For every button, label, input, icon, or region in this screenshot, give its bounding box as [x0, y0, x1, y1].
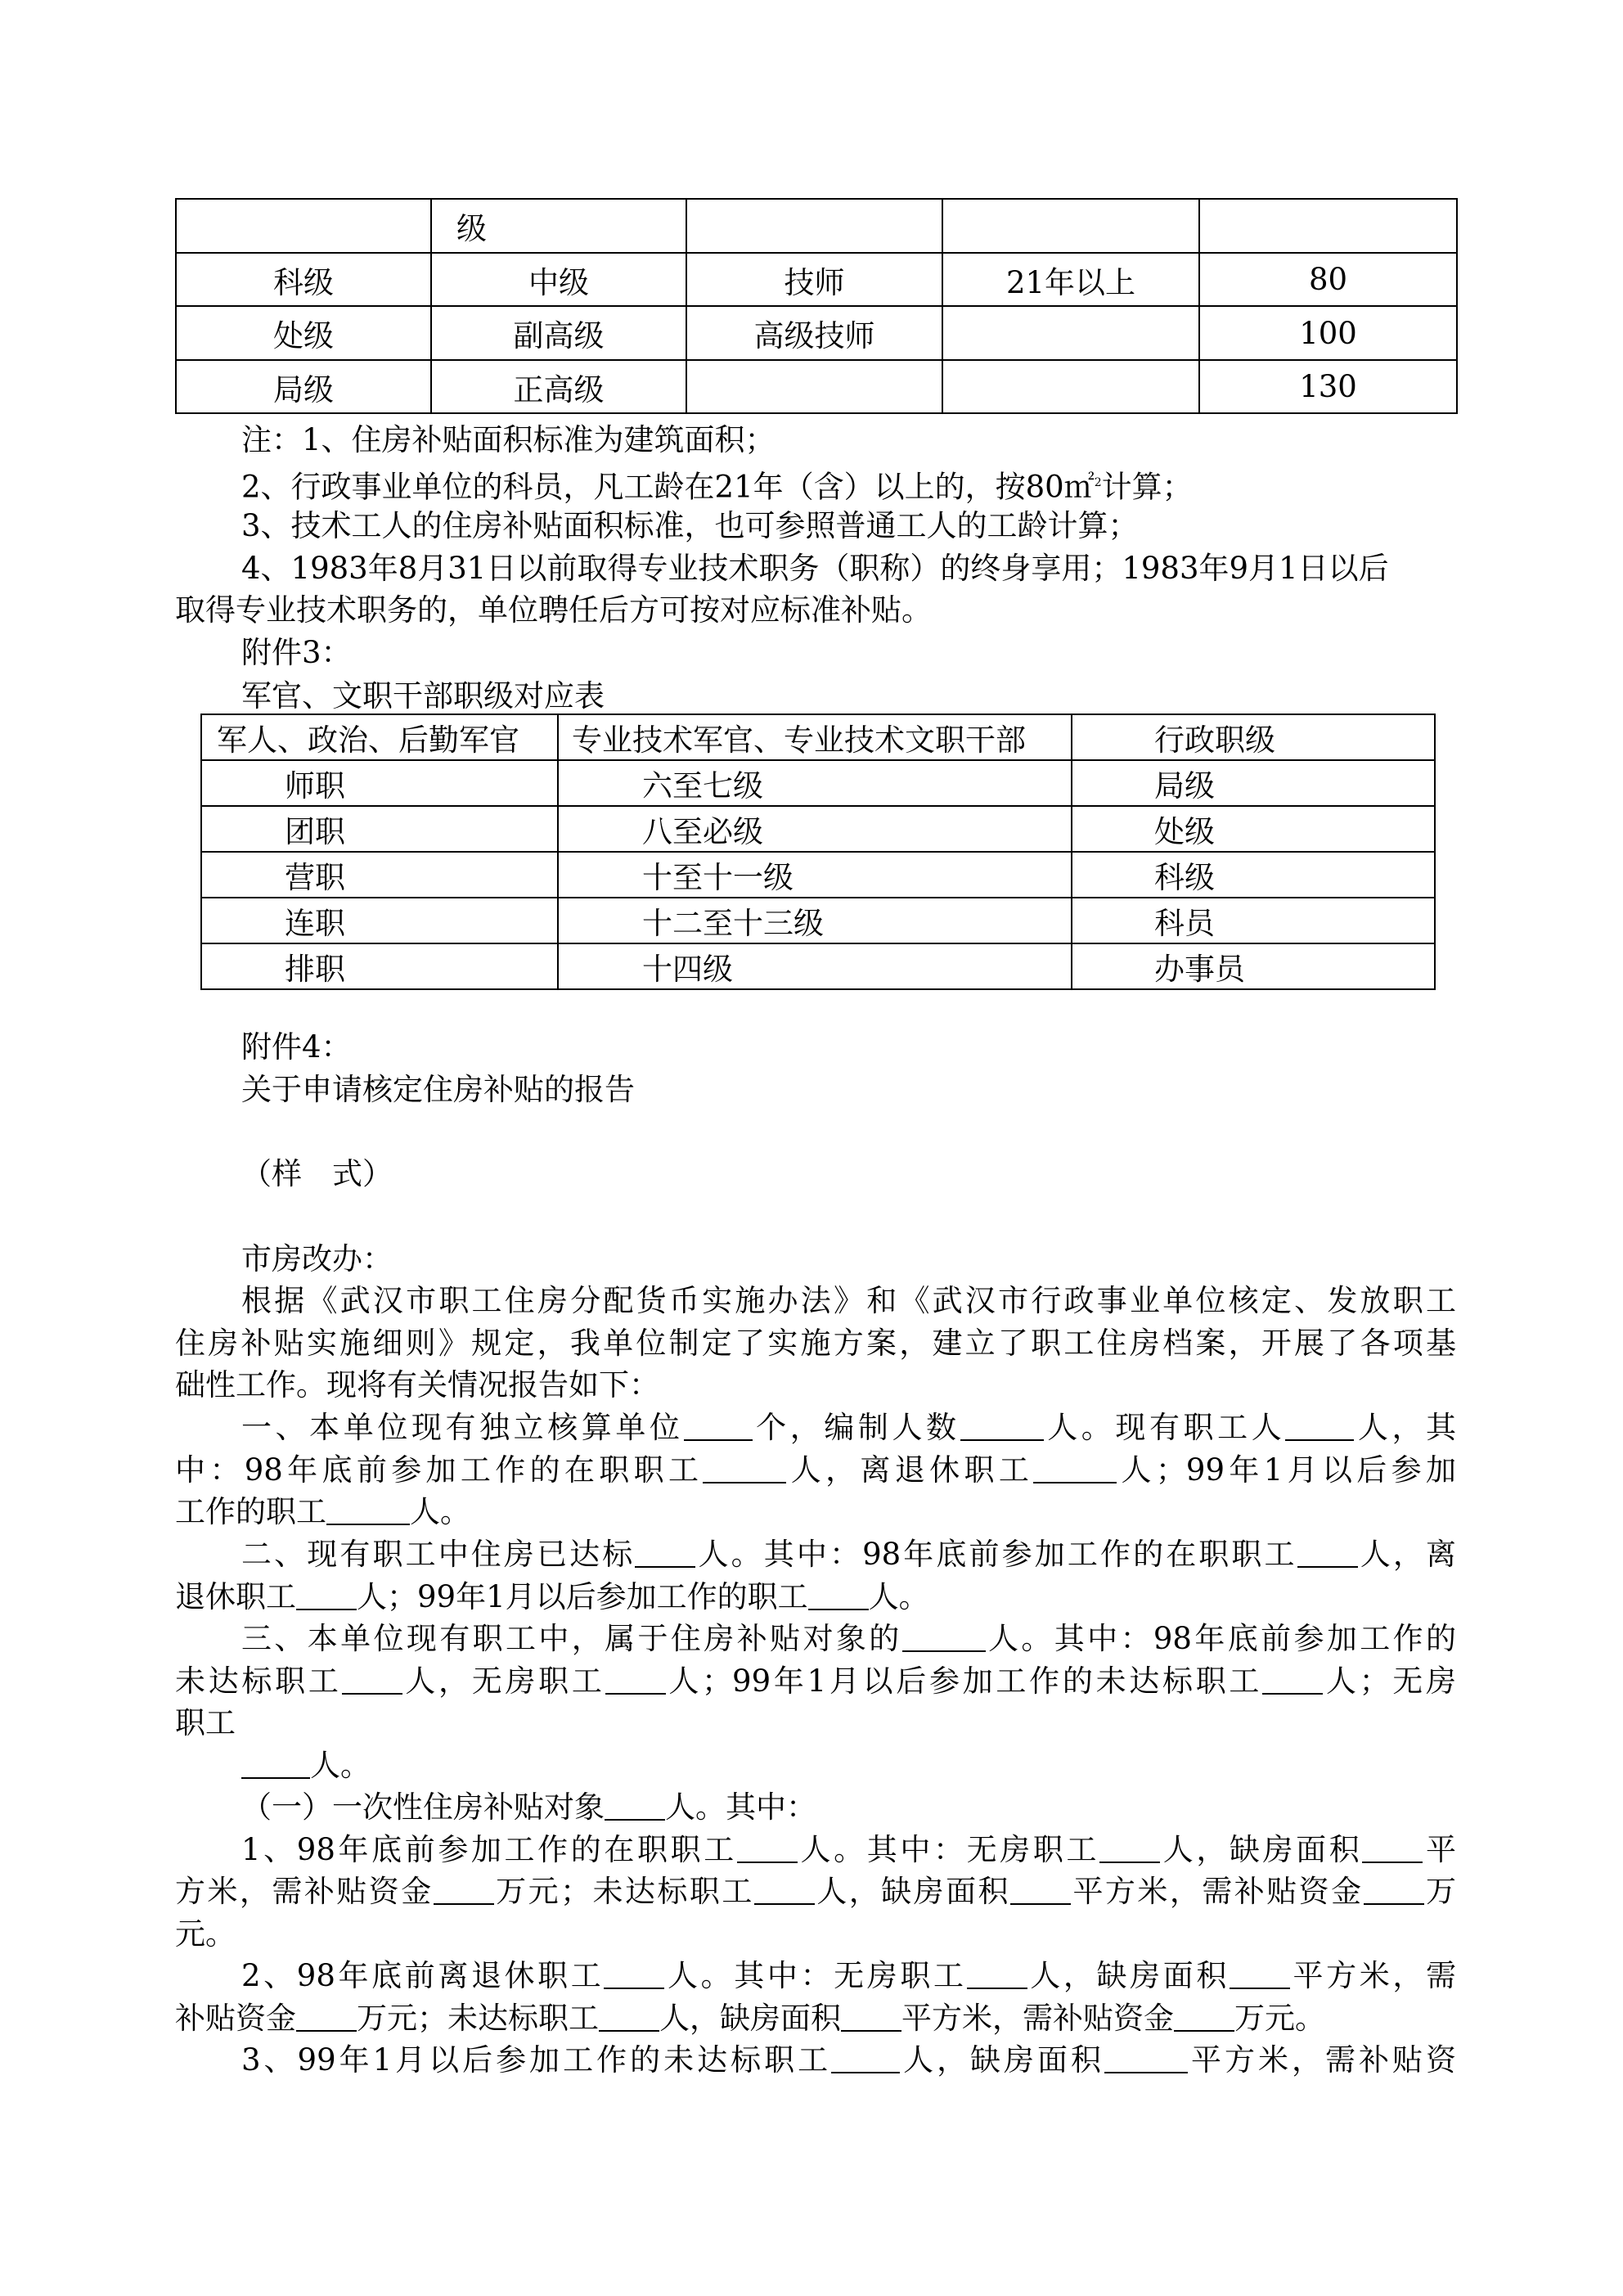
note-4-line-1: 4、1983年8月31日以前取得专业技术职务（职称）的终身享用；1983年9月1日以后: [241, 551, 1389, 586]
table-cell: 十二至十三级: [558, 898, 1072, 943]
section-1-line-3: 工作的职工 人。: [175, 1494, 470, 1529]
item-3-line-1: 3、99年1月以后参加工作的未达标职工 人，缺房面积 平方米，需补贴资: [241, 2042, 1457, 2078]
attachment-3-label: 附件3：: [241, 635, 352, 670]
item-1-line-3: 元。: [175, 1916, 236, 1952]
table-header-cell: 专业技术军官、专业技术文职干部: [558, 714, 1072, 760]
table-row: [176, 253, 1457, 306]
table-cell: [942, 199, 1199, 253]
table-cell: 办事员: [1072, 943, 1435, 989]
attachment-3-title: 军官、文职干部职级对应表: [241, 678, 605, 714]
item-1-line-2: 方米，需补贴资金 万元；未达标职工 人，缺房面积 平方米，需补贴资金 万: [175, 1874, 1457, 1909]
item-2-line-2: 补贴资金 万元；未达标职工 人，缺房面积 平方米，需补贴资金 万元。: [175, 2001, 1325, 2036]
table-row: [176, 199, 1457, 253]
note-2: 2、行政事业单位的科员，凡工龄在21年（含）以上的，按80㎡$^2$计算；: [241, 469, 1193, 505]
table-cell: 局级: [1072, 760, 1435, 806]
attachment-4-title: 关于申请核定住房补贴的报告: [241, 1072, 635, 1107]
table-cell: [1199, 199, 1457, 253]
table-header-row: [201, 714, 1435, 760]
section-1-line-2: 中：98年底前参加工作的在职职工 人，离退休职工 人；99年1月以后参加: [175, 1452, 1456, 1488]
military-civil-rank-table: [200, 714, 1436, 990]
item-1-line-1: 1、98年底前参加工作的在职职工 人。其中：无房职工 人，缺房面积 平: [241, 1832, 1457, 1867]
section-3-line-4: 人。: [241, 1745, 1522, 1787]
section-3-line-2: 未达标职工 人，无房职工 人；99年1月以后参加工作的未达标职工 人；无房: [175, 1663, 1457, 1699]
section-3-line-1: 三、本单位现有职工中，属于住房补贴对象的 人。其中：98年底前参加工作的: [241, 1621, 1456, 1656]
note-1: 注：1、住房补贴面积标准为建筑面积；: [241, 422, 776, 457]
intro-line-2: 住房补贴实施细则》规定，我单位制定了实施方案，建立了职工住房档案，开展了各项基: [175, 1326, 1456, 1361]
table-cell: 正高级: [431, 360, 686, 413]
table-row: [201, 806, 1435, 852]
section-2-line-2: 退休职工 人；99年1月以后参加工作的职工 人。: [175, 1579, 929, 1614]
table-cell: 100: [1199, 306, 1457, 360]
note-4-line-2: 取得专业技术职务的，单位聘任后方可按对应标准补贴。: [175, 592, 932, 628]
addressee: 市房改办：: [241, 1241, 393, 1276]
table-cell: 八至必级: [558, 806, 1072, 852]
table-cell: 级: [431, 199, 686, 253]
section-3-line-3: 职工: [175, 1705, 236, 1740]
table-cell: [686, 199, 942, 253]
table-cell: [686, 360, 942, 413]
table-row: [201, 943, 1435, 989]
table-cell: 排职: [201, 943, 558, 989]
table-cell: 师职: [201, 760, 558, 806]
table-cell: [942, 306, 1199, 360]
table-cell: 高级技师: [686, 306, 942, 360]
table-row: [201, 852, 1435, 898]
table-cell: 130: [1199, 360, 1457, 413]
table-cell: 营职: [201, 852, 558, 898]
intro-line-1: 根据《武汉市职工住房分配货币实施办法》和《武汉市行政事业单位核定、发放职工: [241, 1283, 1456, 1318]
table-cell: 科级: [1072, 852, 1435, 898]
table-cell: 科员: [1072, 898, 1435, 943]
table-row: [201, 760, 1435, 806]
intro-line-3: 础性工作。现将有关情况报告如下：: [175, 1367, 659, 1402]
table-cell: 技师: [686, 253, 942, 306]
section-2-line-1: 二、现有职工中住房已达标 人。其中：98年底前参加工作的在职职工 人，离: [241, 1537, 1457, 1572]
table-cell: 六至七级: [558, 760, 1072, 806]
housing-area-standard-table: [175, 198, 1458, 414]
table-cell: 十至十一级: [558, 852, 1072, 898]
table-row: [176, 360, 1457, 413]
table-cell: 80: [1199, 253, 1457, 306]
section-1-line-1: 一、本单位现有独立核算单位 个，编制人数 人。现有职工人 人，其: [241, 1410, 1457, 1445]
table-cell: 十四级: [558, 943, 1072, 989]
table-cell: 21年以上: [942, 253, 1199, 306]
table-row: [176, 306, 1457, 360]
table-row: [201, 898, 1435, 943]
table-cell: 局级: [176, 360, 431, 413]
item-2-line-1: 2、98年底前离退休职工 人。其中：无房职工 人，缺房面积 平方米，需: [241, 1958, 1457, 1993]
table-cell: 处级: [1072, 806, 1435, 852]
table-cell: 连职: [201, 898, 558, 943]
note-3: 3、技术工人的住房补贴面积标准，也可参照普通工人的工龄计算；: [241, 508, 1139, 543]
attachment-4-label: 附件4：: [241, 1029, 352, 1065]
table-cell: 科级: [176, 253, 431, 306]
table-cell: 中级: [431, 253, 686, 306]
table-cell: 团职: [201, 806, 558, 852]
table-header-cell: 军人、政治、后勤军官: [201, 714, 558, 760]
style-note: （样 式）: [241, 1156, 393, 1191]
table-cell: [176, 199, 431, 253]
table-header-cell: 行政职级: [1072, 714, 1435, 760]
table-cell: 副高级: [431, 306, 686, 360]
subsection-1: （一）一次性住房补贴对象 人。其中：: [241, 1790, 816, 1825]
table-cell: [942, 360, 1199, 413]
table-cell: 处级: [176, 306, 431, 360]
